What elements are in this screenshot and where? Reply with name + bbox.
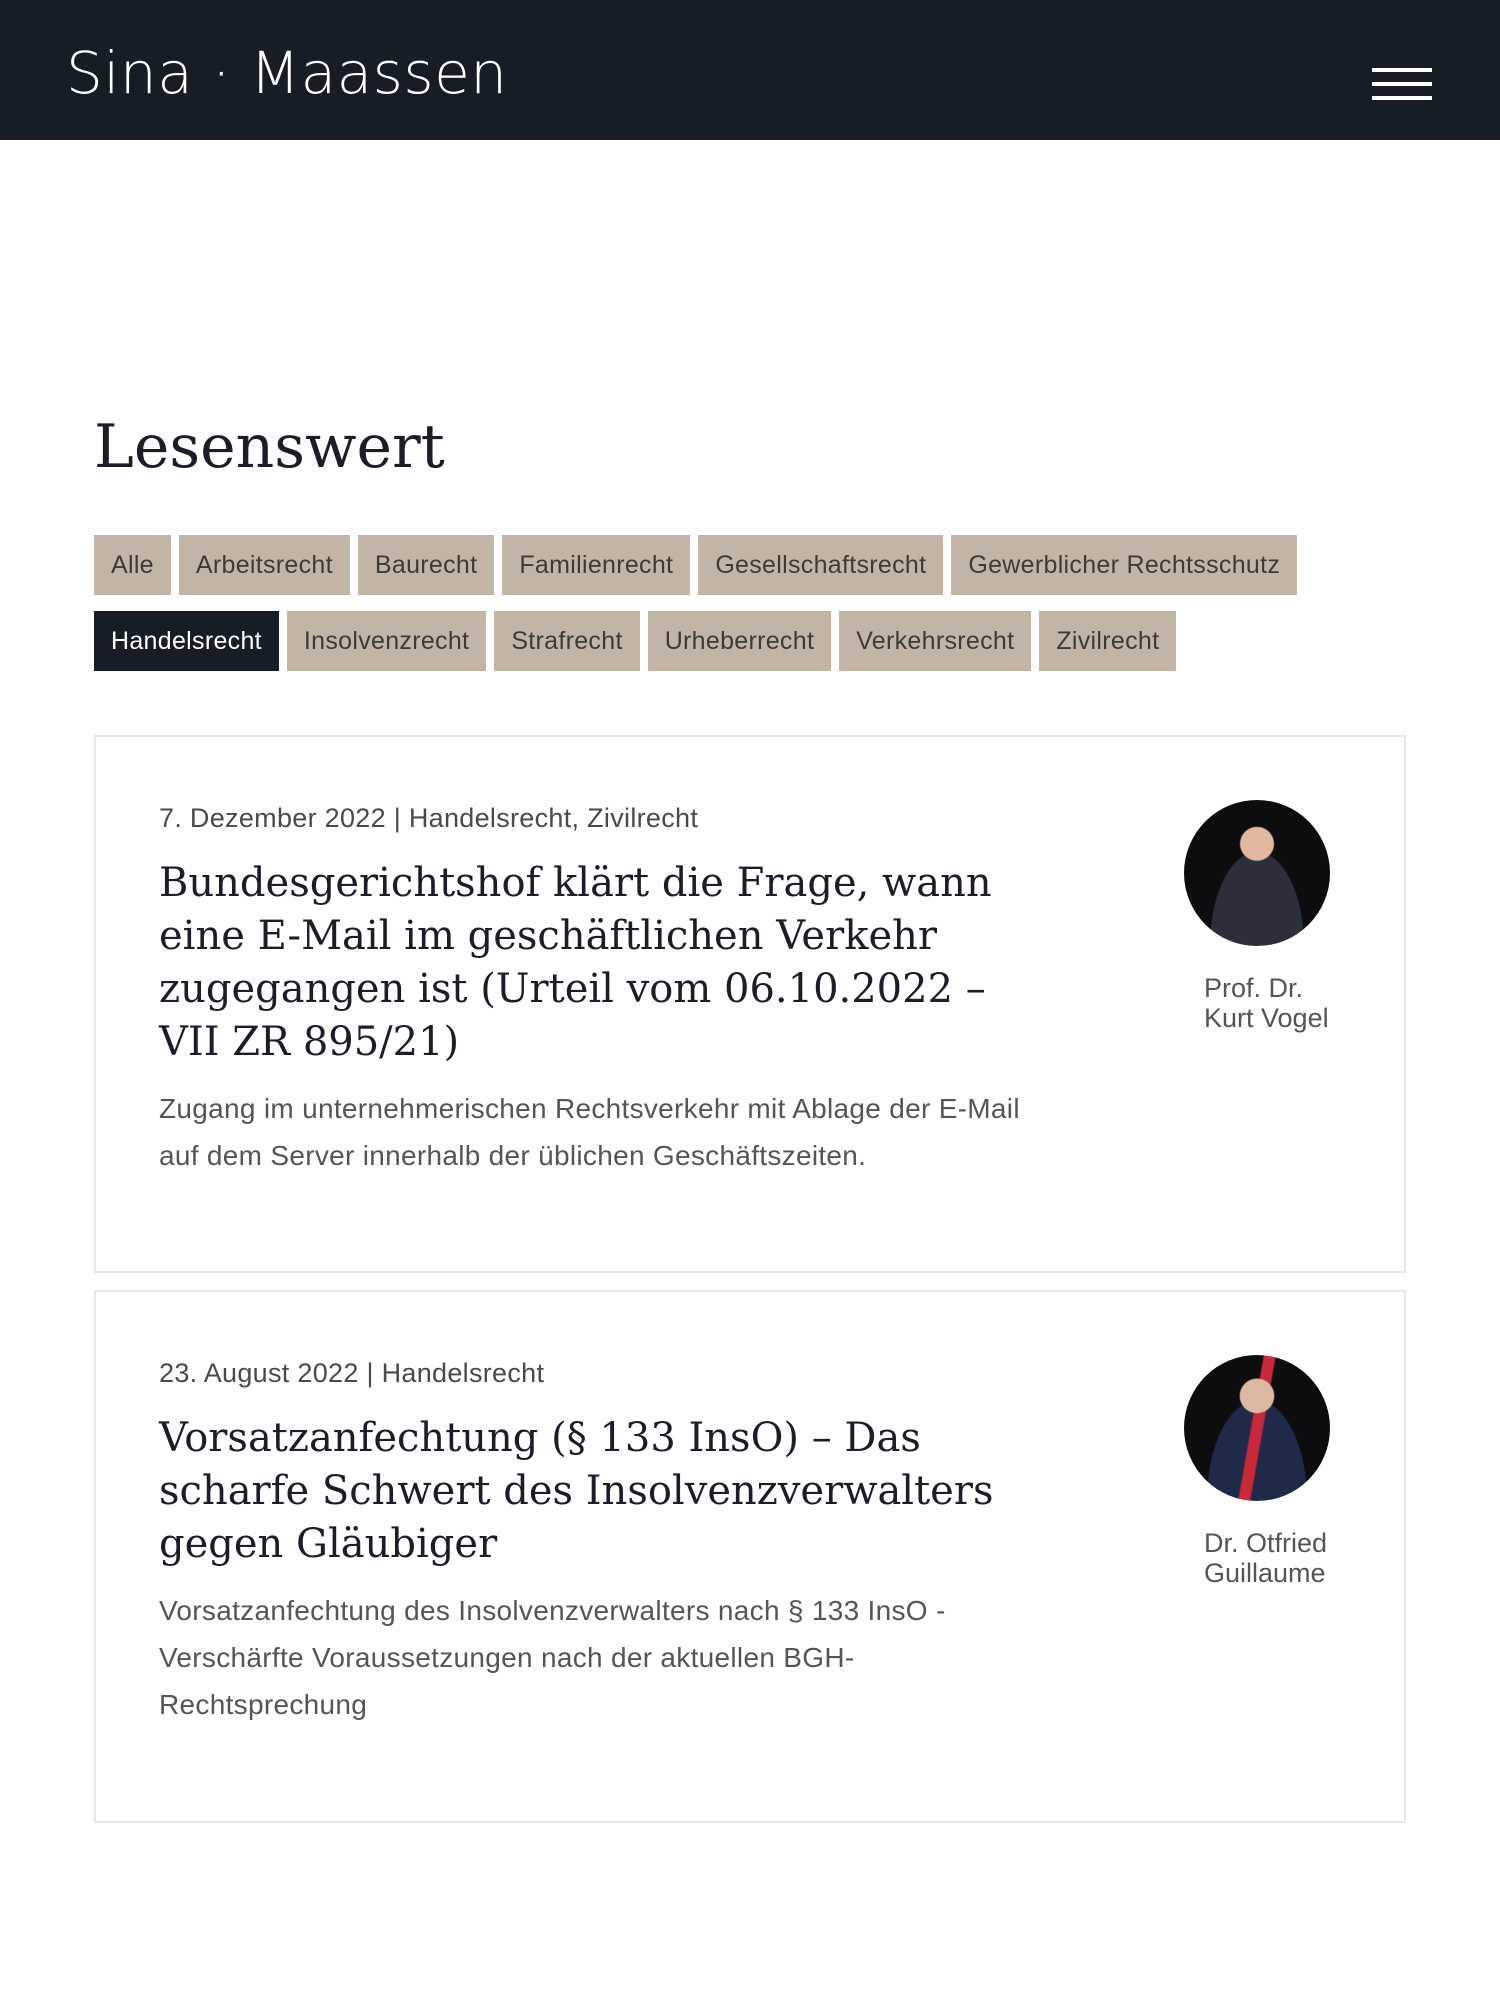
author-name-line1: Prof. Dr. bbox=[1204, 973, 1304, 1003]
filter-insolvenzrecht[interactable]: Insolvenzrecht bbox=[287, 611, 486, 671]
filter-verkehrsrecht[interactable]: Verkehrsrecht bbox=[839, 611, 1031, 671]
author-name-line1: Dr. Otfried bbox=[1204, 1528, 1328, 1558]
article-card[interactable] bbox=[94, 1290, 1406, 1823]
author-avatar[interactable] bbox=[1184, 800, 1330, 946]
author-avatar[interactable] bbox=[1184, 1355, 1330, 1501]
filter-zivilrecht[interactable]: Zivilrecht bbox=[1039, 611, 1176, 671]
site-logo[interactable]: Sina · Maassen bbox=[66, 39, 508, 107]
article-excerpt: Vorsatzanfechtung des Insolvenzverwalters nach § 133 InsO - Verschärfte Voraussetzungen nach der aktuellen BGH-Rechtsprechung bbox=[159, 1595, 946, 1720]
filter-gewerblicher-rechtsschutz[interactable]: Gewerblicher Rechtsschutz bbox=[951, 535, 1297, 595]
article-meta: 23. August 2022 | Handelsrecht bbox=[159, 1358, 545, 1388]
author-name[interactable] bbox=[1204, 973, 1329, 1033]
article-card[interactable] bbox=[94, 735, 1406, 1273]
filter-alle[interactable]: Alle bbox=[94, 535, 171, 595]
author-name-line2: Kurt Vogel bbox=[1204, 1003, 1329, 1033]
filter-familienrecht[interactable]: Familienrecht bbox=[502, 535, 690, 595]
filter-arbeitsrecht[interactable]: Arbeitsrecht bbox=[179, 535, 350, 595]
category-filter-bar bbox=[94, 535, 1414, 671]
filter-gesellschaftsrecht[interactable]: Gesellschaftsrecht bbox=[698, 535, 943, 595]
filter-strafrecht[interactable]: Strafrecht bbox=[494, 611, 639, 671]
author-name-line2: Guillaume bbox=[1204, 1558, 1326, 1588]
hamburger-icon[interactable] bbox=[1372, 68, 1432, 100]
author-name[interactable] bbox=[1204, 1528, 1327, 1588]
article-title[interactable]: Bundesgerichtshof klärt die Frage, wann eine E-Mail im geschäftlichen Verkehr zugegangen ist (Urteil vom 06.10.2022 – VII ZR 895/21) bbox=[159, 860, 992, 1065]
article-meta: 7. Dezember 2022 | Handelsrecht, Zivilrecht bbox=[159, 803, 699, 833]
article-excerpt: Zugang im unternehmerischen Rechtsverkehr mit Ablage der E-Mail auf dem Server innerhalb der üblichen Geschäftszeiten. bbox=[159, 1093, 1020, 1171]
filter-baurecht[interactable]: Baurecht bbox=[358, 535, 494, 595]
site-header bbox=[0, 0, 1500, 140]
filter-urheberrecht[interactable]: Urheberrecht bbox=[648, 611, 832, 671]
article-title[interactable]: Vorsatzanfechtung (§ 133 InsO) – Das scharfe Schwert des Insolvenzverwalters gegen Gläubiger bbox=[159, 1415, 994, 1567]
filter-handelsrecht[interactable]: Handelsrecht bbox=[94, 611, 279, 671]
page-title: Lesenswert bbox=[94, 412, 445, 482]
